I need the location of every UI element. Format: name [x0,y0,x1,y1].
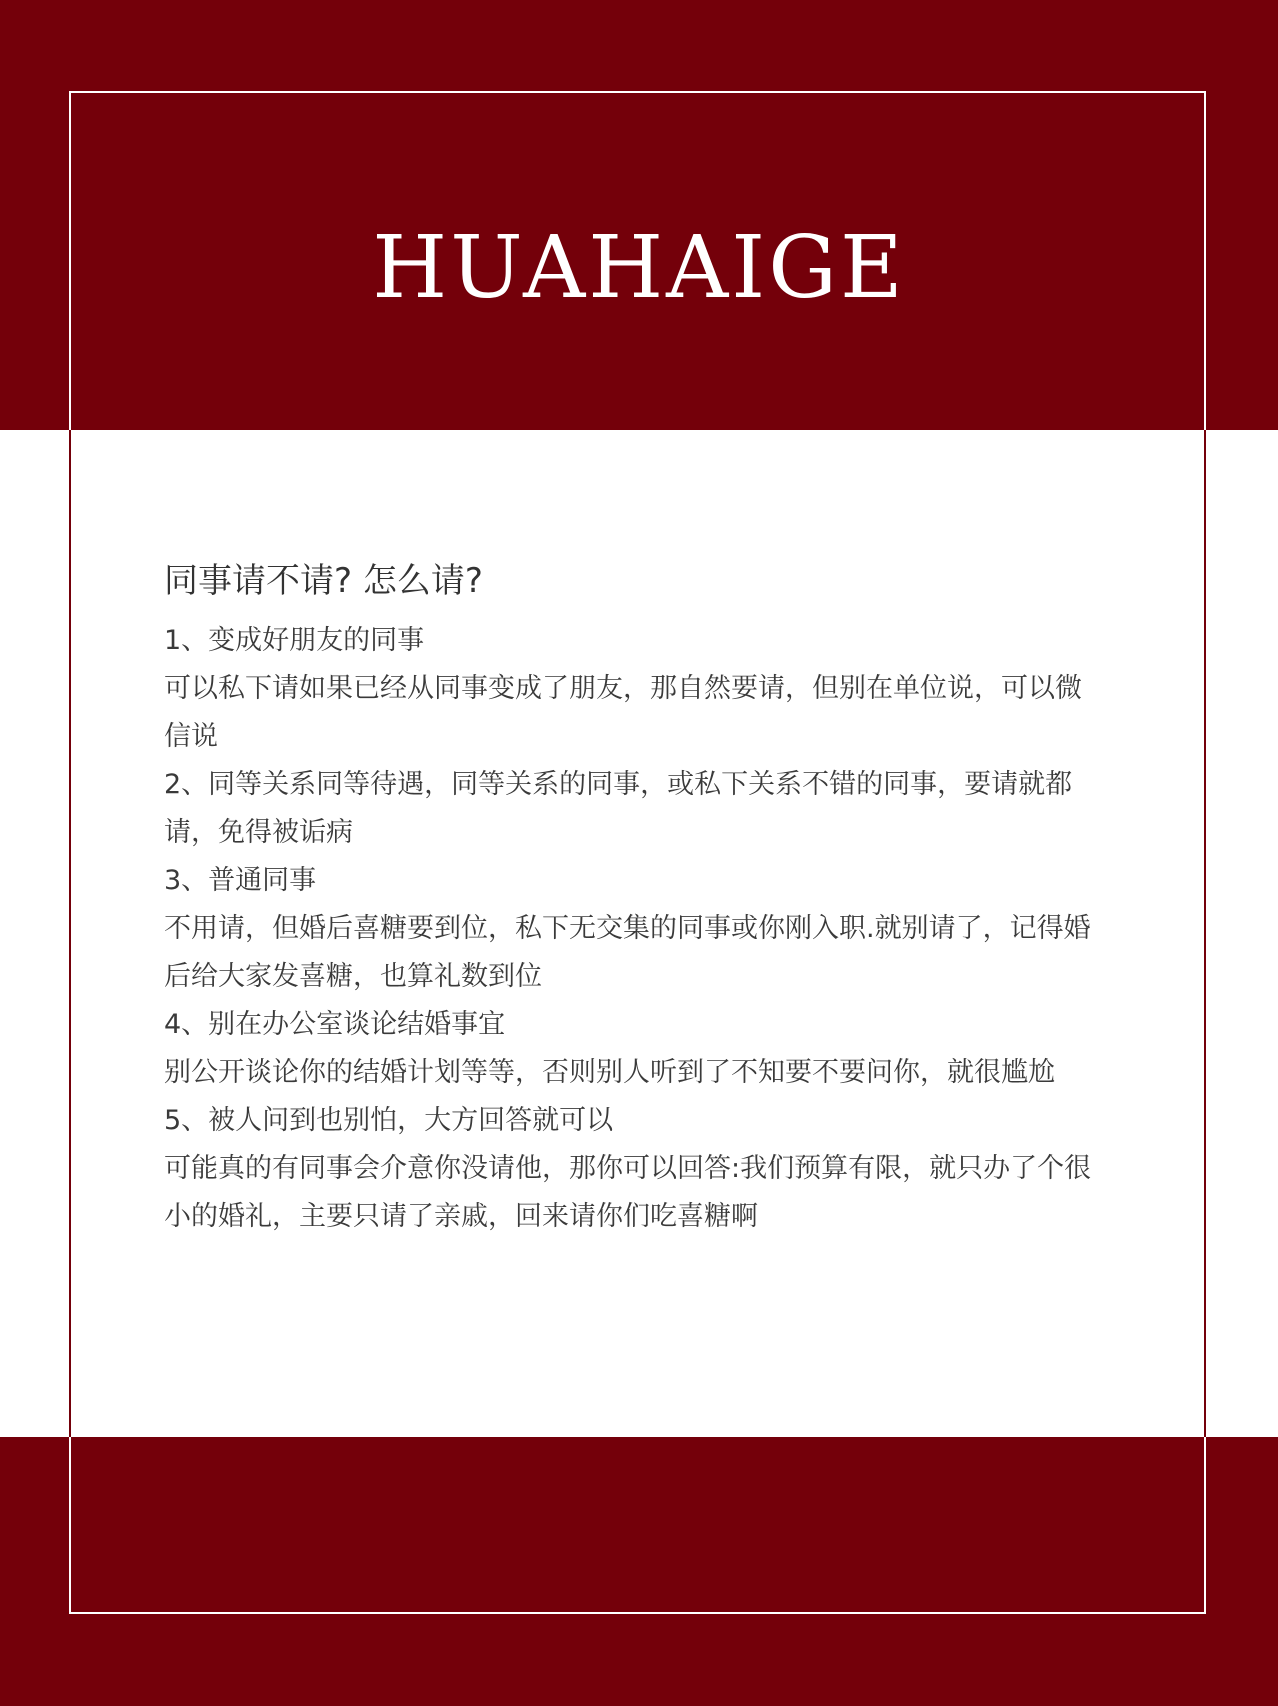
paragraph-4: 3、普通同事 [164,865,317,896]
paragraph-5: 不用请，但婚后喜糖要到位，私下无交集的同事或你刚入职.就别请了，记得婚后给大家发喜糖，也算礼数到位 [164,913,1091,992]
paragraph-3: 2、同等关系同等待遇，同等关系的同事，或私下关系不错的同事，要请就都请，免得被诟病 [164,769,1073,848]
article-heading: 同事请不请? 怎么请? [164,561,483,601]
brand-title: HUAHAIGE [372,218,906,318]
paragraph-7: 别公开谈论你的结婚计划等等，否则别人听到了不知要不要问你，就很尴尬 [164,1057,1055,1088]
paragraph-1: 1、变成好朋友的同事 [164,625,425,656]
paragraph-8: 5、被人问到也别怕，大方回答就可以 [164,1105,614,1136]
paragraph-2: 可以私下请如果已经从同事变成了朋友，那自然要请，但别在单位说，可以微信说 [164,673,1082,752]
paragraph-6: 4、别在办公室谈论结婚事宜 [164,1009,506,1040]
article-body [164,555,1104,1241]
paragraph-9: 可能真的有同事会介意你没请他，那你可以回答:我们预算有限，就只办了个很小的婚礼，主要只请了亲戚，回来请你们吃喜糖啊 [164,1153,1092,1232]
